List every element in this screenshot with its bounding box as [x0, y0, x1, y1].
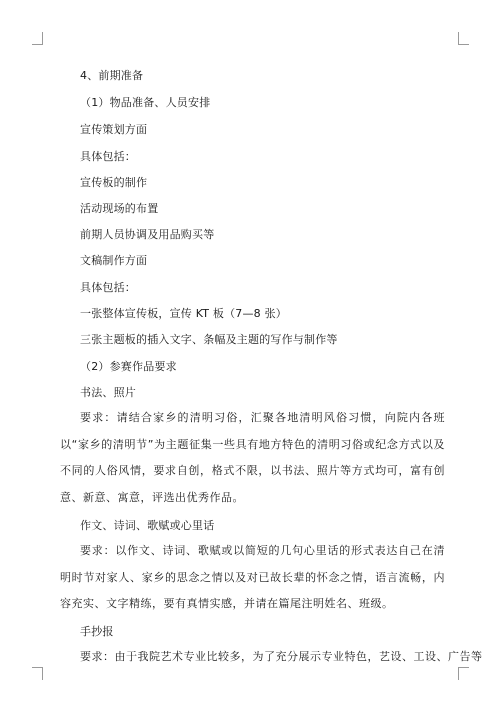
crop-mark-top-right: [458, 32, 469, 45]
requirement-paragraph: 要求：以作文、诗词、歌赋或以简短的几句心里话的形式表达自己在清明时节对家人、家乡的思念之情以及对已故长辈的怀念之情，语言流畅，内容充实、文字精练，要有真情实感，并请在篇尾注明姓名、班级。: [60, 544, 445, 610]
category-heading: 书法、照片: [80, 386, 136, 399]
subheading-entry-requirements: （2）参赛作品要求: [80, 360, 177, 373]
crop-mark-top-left: [32, 32, 43, 45]
text-line: 活动现场的布置: [80, 202, 159, 215]
text-line: 具体包括：: [80, 150, 136, 163]
category-heading: 手抄报: [80, 625, 114, 638]
text-line: 前期人员协调及用品购买等: [80, 228, 215, 241]
text-line: 具体包括：: [80, 281, 136, 294]
subheading-items-staff: （1）物品准备、人员安排: [80, 96, 211, 109]
text-line: 一张整体宣传板，宣传 KT 板（7—8 张）: [80, 307, 287, 320]
requirement-paragraph: 要求：请结合家乡的清明习俗，汇聚各地清明风俗习惯，向院内各班以“家乡的清明节”为主题征集一些具有地方特色的清明习俗或纪念方式以及不同的人俗风情，要求自创，格式不限，以书法、照片等方式均可，富有创意、新意、寓意，评选出优秀作品。: [60, 411, 445, 504]
text-line: 宣传板的制作: [80, 176, 148, 189]
category-heading: 作文、诗词、歌赋或心里话: [80, 519, 215, 532]
text-line: 文稿制作方面: [80, 254, 148, 267]
section-heading-preparation: 4、前期准备: [80, 69, 144, 82]
text-line: 三张主题板的插入文字、条幅及主题的写作与制作等: [80, 333, 338, 346]
text-line: 宣传策划方面: [80, 123, 148, 136]
requirement-paragraph: 要求：由于我院艺术专业比较多，为了充分展示专业特色，艺设、工设、广告等: [80, 650, 483, 663]
crop-mark-bottom-left: [32, 667, 43, 680]
